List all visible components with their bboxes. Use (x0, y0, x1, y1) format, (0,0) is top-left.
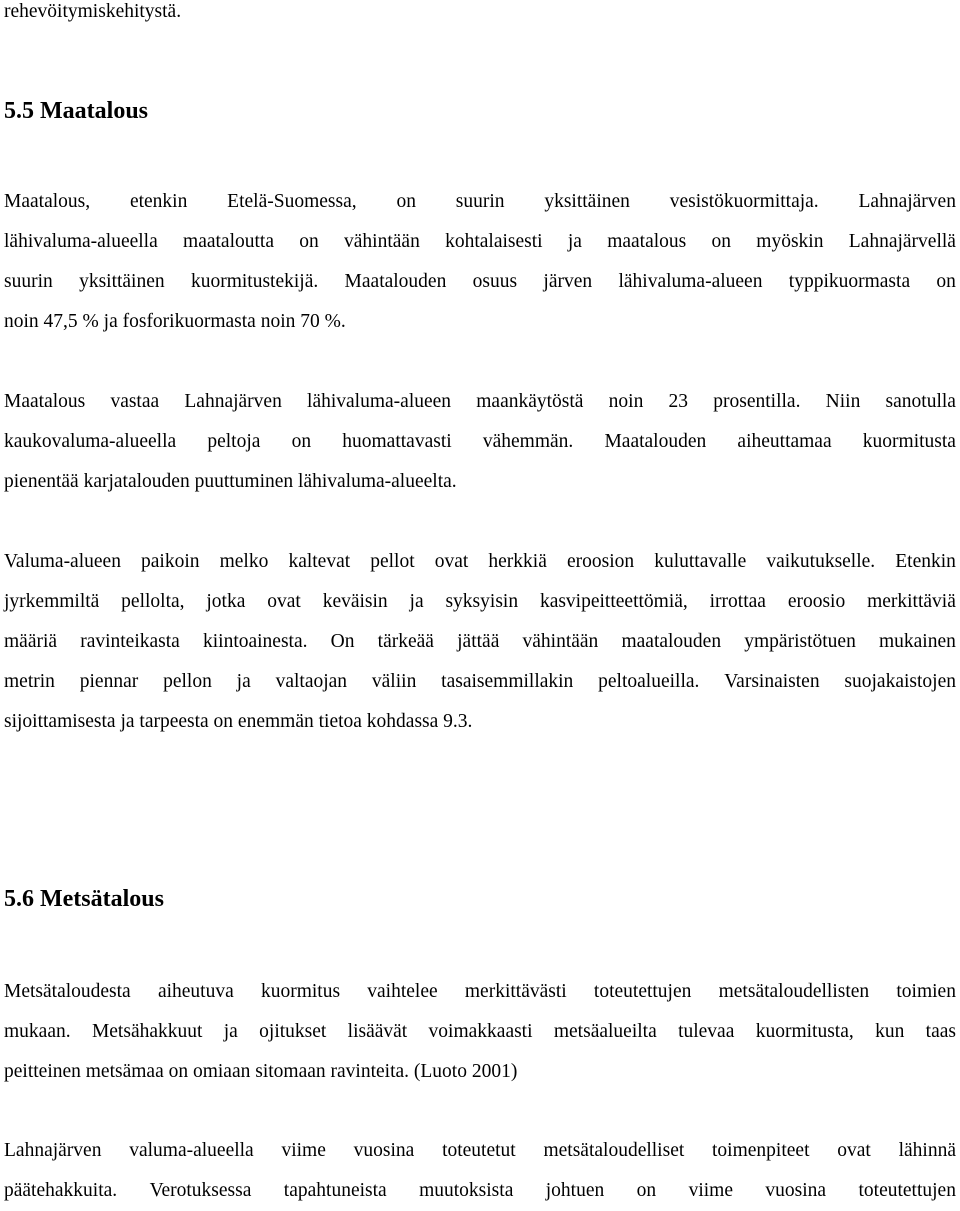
word: on (636, 1180, 657, 1201)
paragraph-5-6-2 (4, 1131, 956, 1211)
word: on (711, 231, 732, 252)
word: Etelä-Suomessa, (227, 191, 357, 212)
word: kun (875, 1021, 905, 1042)
word: vuosina (765, 1180, 827, 1201)
word: lisäävät (347, 1021, 408, 1042)
word: merkittäviä (867, 591, 956, 612)
word: paikoin (141, 551, 200, 572)
word: pellot (370, 551, 415, 572)
word: ovat (434, 551, 469, 572)
word: On (330, 631, 355, 652)
word: keväisin (322, 591, 388, 612)
word: jyrkemmiltä (4, 591, 100, 612)
word: vähintään (522, 631, 599, 652)
word: Maatalouden (604, 431, 707, 452)
word: merkittävästi (464, 981, 567, 1002)
text-line (4, 662, 956, 702)
text-line (4, 382, 956, 422)
word: tulevaa (678, 1021, 735, 1042)
word: piennar (79, 671, 139, 692)
word: myöskin (756, 231, 824, 252)
word: huomattavasti (342, 431, 452, 452)
word: tärkeää (377, 631, 434, 652)
paragraph-5-6-1 (4, 972, 956, 1092)
word: lähinnä (898, 1140, 956, 1161)
word: kuluttavalle (654, 551, 747, 572)
word: väliin (371, 671, 417, 692)
word: ovat (837, 1140, 871, 1161)
word: kuormitustekijä. (190, 271, 319, 292)
word: maankäytöstä (476, 391, 584, 412)
word: eroosion (566, 551, 635, 572)
word: Varsinaisten (724, 671, 820, 692)
word: kohtalaisesti (445, 231, 543, 252)
word: metsätaloudelliset (543, 1140, 685, 1161)
word: Maatalouden (344, 271, 447, 292)
word: vastaa (110, 391, 160, 412)
word: suurin (455, 191, 505, 212)
word: Etenkin (895, 551, 956, 572)
word: on (396, 191, 416, 212)
word: johtuen (545, 1180, 605, 1201)
word: peltoalueilla. (598, 671, 700, 692)
word: muutoksista (419, 1180, 514, 1201)
word: viime (688, 1180, 733, 1201)
word: metrin (4, 671, 55, 692)
section-heading-5-6: 5.6 Metsätalous (4, 886, 164, 912)
word: kasvipeitteettömiä, (539, 591, 688, 612)
line-text: pienentää karjatalouden puuttuminen lähivaluma-alueelta. (4, 471, 457, 492)
text-line (4, 1131, 956, 1171)
word: metsäalueilta (553, 1021, 657, 1042)
word: maataloutta (183, 231, 274, 252)
word: taas (925, 1021, 956, 1042)
text-line (4, 182, 956, 222)
text-line (4, 622, 956, 662)
word: kuormitus (260, 981, 341, 1002)
text-line (4, 702, 956, 742)
word: ja (223, 1021, 238, 1042)
word: ja (409, 591, 424, 612)
word: valuma-alueella (129, 1140, 254, 1161)
word: Verotuksessa (149, 1180, 252, 1201)
word: kiintoainesta. (202, 631, 308, 652)
word: maatalouden (621, 631, 722, 652)
word: tapahtuneista (283, 1180, 387, 1201)
word: pellon (163, 671, 212, 692)
word: toimien (896, 981, 956, 1002)
word: irrottaa (709, 591, 766, 612)
word: noin (608, 391, 644, 412)
word: suurin (4, 271, 53, 292)
word: ravinteikasta (80, 631, 180, 652)
word: prosentilla. (713, 391, 801, 412)
top-fragment (4, 0, 956, 32)
top-fragment-text: rehevöitymiskehitystä. (4, 1, 182, 22)
word: sanotulla (885, 391, 956, 412)
word: Metsähakkuut (91, 1021, 203, 1042)
word: herkkiä (488, 551, 547, 572)
word: 23 (668, 391, 689, 412)
word: syksyisin (445, 591, 519, 612)
text-line (4, 582, 956, 622)
word: kaukovaluma-alueella (4, 431, 177, 452)
word: toteutettujen (858, 1180, 956, 1201)
word: ovat (267, 591, 301, 612)
word: mukaan. (4, 1021, 71, 1042)
word: aiheuttamaa (737, 431, 832, 452)
word: vähemmän. (482, 431, 574, 452)
word: on (291, 431, 312, 452)
text-line (4, 972, 956, 1012)
word: toimenpiteet (712, 1140, 810, 1161)
word: osuus (472, 271, 518, 292)
word: ja (567, 231, 582, 252)
text-line (4, 302, 956, 342)
word: yksittäinen (544, 191, 630, 212)
word: määriä (4, 631, 58, 652)
word: mukainen (878, 631, 956, 652)
line-text: noin 47,5 % ja fosforikuormasta noin 70 %. (4, 311, 346, 332)
word: Niin (825, 391, 861, 412)
word: maatalous (607, 231, 687, 252)
word: kaltevat (288, 551, 351, 572)
text-line (4, 542, 956, 582)
paragraph-5-5-3 (4, 542, 956, 742)
word: ojitukset (259, 1021, 327, 1042)
text-line (4, 422, 956, 462)
word: järven (543, 271, 593, 292)
word: suojakaistojen (844, 671, 956, 692)
word: etenkin (129, 191, 188, 212)
word: Lahnajärvellä (848, 231, 956, 252)
text-line (4, 462, 956, 502)
word: yksittäinen (79, 271, 165, 292)
word: jättää (457, 631, 500, 652)
word: Metsätaloudesta (4, 981, 131, 1002)
word: vesistökuormittaja. (669, 191, 819, 212)
word: Valuma-alueen (4, 551, 121, 572)
text-line (4, 1052, 956, 1092)
line-text: peitteinen metsämaa on omiaan sitomaan ravinteita. (Luoto 2001) (4, 1061, 518, 1082)
word: vuosina (353, 1140, 415, 1161)
paragraph-5-5-2 (4, 382, 956, 502)
word: metsätaloudellisten (718, 981, 870, 1002)
word: Maatalous (4, 391, 86, 412)
word: lähivaluma-alueella (4, 231, 158, 252)
word: kuormitusta, (755, 1021, 854, 1042)
word: valtaojan (275, 671, 348, 692)
word: tasaisemmillakin (441, 671, 574, 692)
line-text: sijoittamisesta ja tarpeesta on enemmän tietoa kohdassa 9.3. (4, 711, 473, 732)
word: ja (236, 671, 251, 692)
text-line (4, 1171, 956, 1211)
paragraph-5-5-1 (4, 182, 956, 342)
word: viime (281, 1140, 326, 1161)
word: on (299, 231, 319, 252)
text-line (4, 262, 956, 302)
word: typpikuormasta (788, 271, 911, 292)
word: jotka (206, 591, 246, 612)
word: pellolta, (121, 591, 185, 612)
word: päätehakkuita. (4, 1180, 118, 1201)
word: peltoja (207, 431, 261, 452)
word: toteutettujen (593, 981, 692, 1002)
word: vähintään (344, 231, 420, 252)
word: Lahnajärven (858, 191, 956, 212)
word: ympäristötuen (744, 631, 856, 652)
word: voimakkaasti (428, 1021, 533, 1042)
section-heading-5-5: 5.5 Maatalous (4, 98, 148, 124)
word: vaihtelee (367, 981, 438, 1002)
word: eroosio (787, 591, 846, 612)
word: vaikutukselle. (766, 551, 876, 572)
word: lähivaluma-alueen (307, 391, 452, 412)
word: Lahnajärven (4, 1140, 102, 1161)
word: lähivaluma-alueen (618, 271, 763, 292)
word: aiheutuva (157, 981, 234, 1002)
word: melko (219, 551, 269, 572)
text-line (4, 222, 956, 262)
word: Lahnajärven (184, 391, 282, 412)
word: on (936, 271, 956, 292)
word: toteutetut (442, 1140, 516, 1161)
word: Maatalous, (4, 191, 91, 212)
word: kuormitusta (862, 431, 956, 452)
text-line (4, 1012, 956, 1052)
